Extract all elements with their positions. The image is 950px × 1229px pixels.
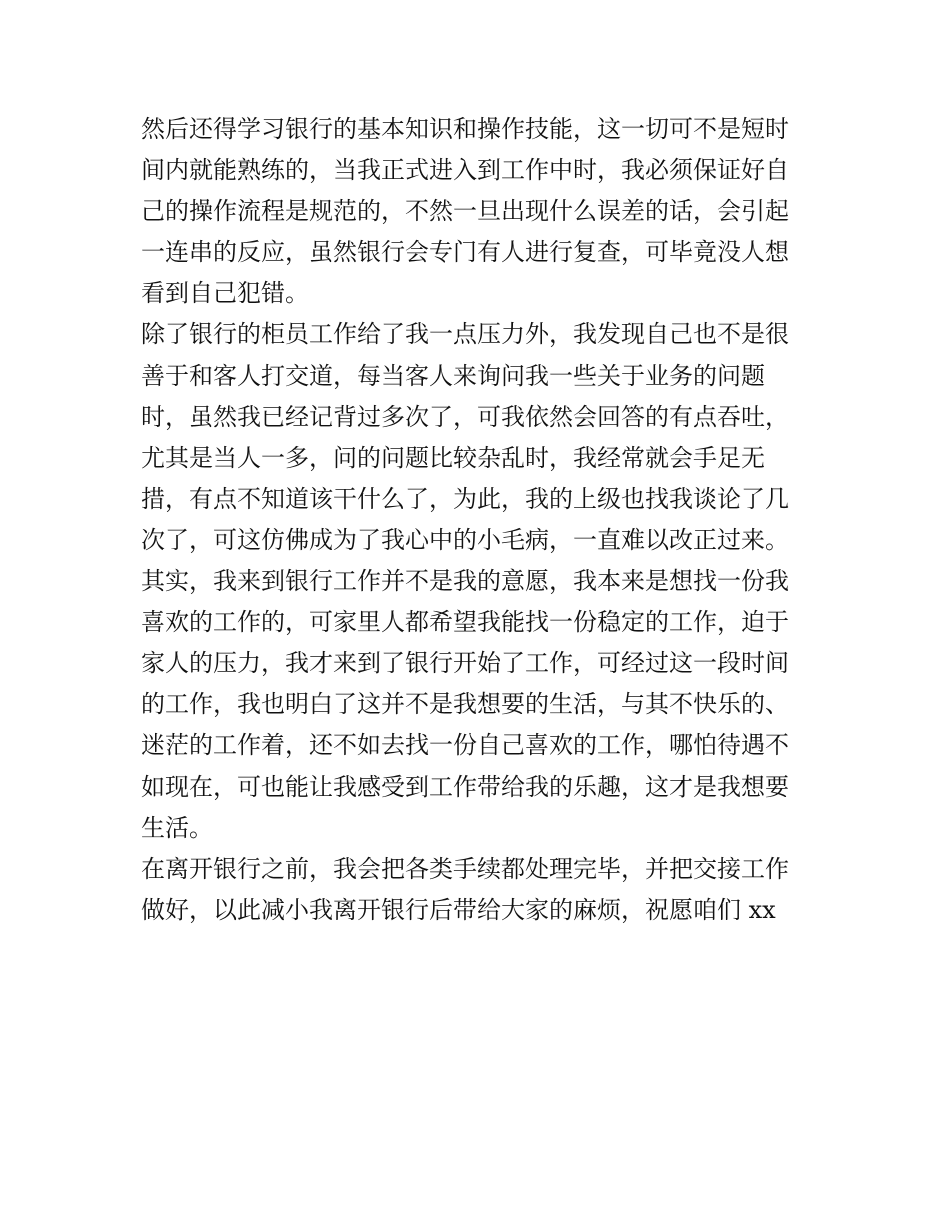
text-line: 间内就能熟练的，当我正式进入到工作中时，我必须保证好自	[141, 156, 789, 185]
text-line: 然后还得学习银行的基本知识和操作技能，这一切可不是短时	[141, 115, 789, 143]
text-line: 己的操作流程是规范的，不然一旦出现什么误差的话，会引起	[141, 197, 789, 226]
text-line: 尤其是当人一多，问的问题比较杂乱时，我经常就会手足无	[141, 443, 765, 472]
text-line: 生活。	[141, 813, 213, 842]
text-line: 家人的压力，我才来到了银行开始了工作，可经过这一段时间	[141, 649, 789, 678]
text-line: 善于和客人打交道，每当客人来询问我一些关于业务的问题	[141, 361, 765, 390]
text-line: 除了银行的柜员工作给了我一点压力外，我发现自己也不是很	[141, 320, 789, 349]
text-line: 次了，可这仿佛成为了我心中的小毛病，一直难以改正过来。	[141, 525, 789, 554]
text-line: 在离开银行之前，我会把各类手续都处理完毕，并把交接工作	[141, 854, 789, 883]
text-line: 时，虽然我已经记背过多次了，可我依然会回答的有点吞吐，	[141, 402, 789, 431]
text-line: 迷茫的工作着，还不如去找一份自己喜欢的工作，哪怕待遇不	[141, 731, 789, 760]
text-line: 的工作，我也明白了这并不是我想要的生活，与其不快乐的、	[141, 690, 789, 719]
text-line: 其实，我来到银行工作并不是我的意愿，我本来是想找一份我	[141, 567, 789, 596]
text-line: 一连串的反应，虽然银行会专门有人进行复查，可毕竟没人想	[141, 238, 789, 267]
text-line: 做好，以此减小我离开银行后带给大家的麻烦，祝愿咱们 xx	[141, 895, 776, 924]
text-line: 如现在，可也能让我感受到工作带给我的乐趣，这才是我想要	[141, 772, 789, 801]
text-line: 措，有点不知道该干什么了，为此，我的上级也找我谈论了几	[141, 484, 789, 513]
text-line: 喜欢的工作的，可家里人都希望我能找一份稳定的工作，迫于	[141, 608, 789, 637]
text-line: 看到自己犯错。	[141, 279, 309, 308]
document-body	[141, 109, 831, 931]
